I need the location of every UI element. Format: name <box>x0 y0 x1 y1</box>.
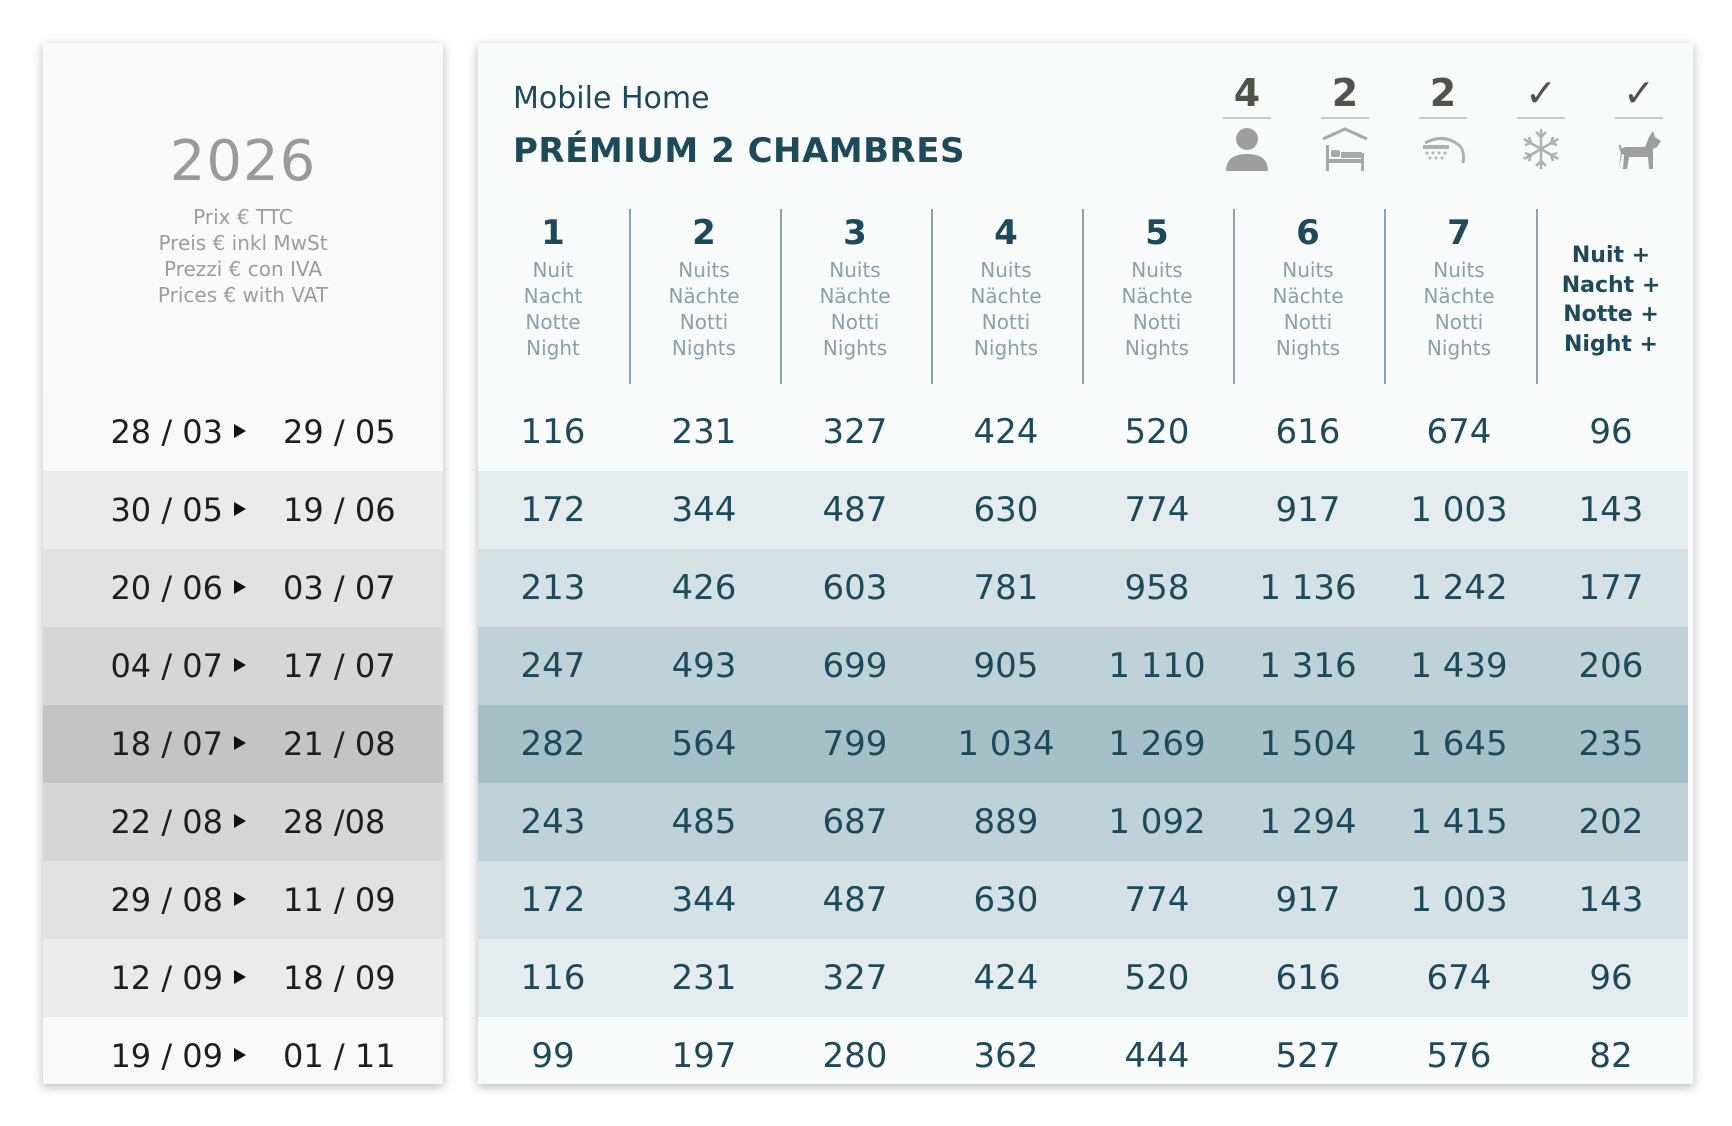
price-cell: 487 <box>822 490 888 530</box>
shower-icon <box>1419 125 1467 173</box>
category-title: Mobile Home <box>513 81 710 116</box>
price-cell: 344 <box>671 490 737 530</box>
price-cell: 799 <box>822 724 888 764</box>
price-cell: 327 <box>822 412 888 452</box>
nights-label: Nuits <box>678 258 730 282</box>
price-cell: 487 <box>822 880 888 920</box>
nights-label: Nächte <box>819 284 891 308</box>
price-cell: 1 439 <box>1410 646 1508 686</box>
amenity-value: ✓ <box>1623 71 1655 115</box>
bed-icon <box>1321 125 1369 173</box>
nights-label: Nights <box>822 336 888 360</box>
amenity-value: 2 <box>1429 71 1457 115</box>
vat-notice <box>43 204 443 308</box>
arrow-right-icon <box>234 1048 246 1062</box>
nights-label: Nacht <box>523 284 583 308</box>
price-cell: 917 <box>1275 880 1341 920</box>
period-start: 22 / 08 <box>110 803 223 841</box>
amenity-air-conditioning <box>1502 71 1580 173</box>
period-end: 17 / 07 <box>283 647 396 685</box>
price-cell: 564 <box>671 724 737 764</box>
price-row <box>478 627 1688 705</box>
nights-label: Nights <box>671 336 737 360</box>
price-cell: 781 <box>973 568 1039 608</box>
price-cell: 1 316 <box>1259 646 1357 686</box>
nights-label: Nuits <box>829 258 881 282</box>
nights-count: 6 <box>1296 213 1320 253</box>
extra-night-header <box>1536 241 1686 359</box>
price-cell: 493 <box>671 646 737 686</box>
price-cell: 1 136 <box>1259 568 1357 608</box>
column-header <box>931 213 1081 361</box>
product-title: PRÉMIUM 2 CHAMBRES <box>513 131 965 171</box>
price-row <box>478 393 1688 471</box>
period-row <box>43 939 443 1017</box>
nights-label: Nights <box>1275 336 1341 360</box>
arrow-right-icon <box>234 580 246 594</box>
price-row <box>478 705 1688 783</box>
price-cell: 82 <box>1589 1036 1633 1076</box>
nights-label: Nights <box>1124 336 1190 360</box>
price-cell: 1 645 <box>1410 724 1508 764</box>
price-row <box>478 939 1688 1017</box>
arrow-right-icon <box>234 970 246 984</box>
price-cell: 197 <box>671 1036 737 1076</box>
column-header <box>629 213 779 361</box>
period-start: 29 / 08 <box>110 881 223 919</box>
nights-count: 7 <box>1447 213 1471 253</box>
amenity-value: 4 <box>1233 71 1261 115</box>
price-cell: 1 034 <box>957 724 1055 764</box>
period-start: 19 / 09 <box>110 1037 223 1075</box>
nights-label: Nuits <box>1282 258 1334 282</box>
price-cell: 1 415 <box>1410 802 1508 842</box>
nights-count: 3 <box>843 213 867 253</box>
price-cell: 444 <box>1124 1036 1190 1076</box>
vat-line-de: Preis € inkl MwSt <box>158 231 328 255</box>
nights-label: Nuits <box>1433 258 1485 282</box>
nights-label: Nuit <box>532 258 574 282</box>
season-panel <box>43 43 443 1084</box>
period-start: 12 / 09 <box>110 959 223 997</box>
price-cell: 1 110 <box>1108 646 1206 686</box>
price-cell: 889 <box>973 802 1039 842</box>
snowflake-icon <box>1517 125 1565 173</box>
person-icon <box>1223 125 1271 173</box>
period-end: 19 / 06 <box>283 491 396 529</box>
period-end: 03 / 07 <box>283 569 396 607</box>
period-row <box>43 1017 443 1084</box>
price-cell: 1 003 <box>1410 880 1508 920</box>
period-end: 18 / 09 <box>283 959 396 997</box>
column-header <box>1082 213 1232 361</box>
column-header <box>780 213 930 361</box>
period-row <box>43 705 443 783</box>
price-cell: 485 <box>671 802 737 842</box>
period-row <box>43 861 443 939</box>
period-end: 11 / 09 <box>283 881 396 919</box>
price-cell: 520 <box>1124 412 1190 452</box>
arrow-right-icon <box>234 814 246 828</box>
nights-label: Nächte <box>668 284 740 308</box>
price-cell: 362 <box>973 1036 1039 1076</box>
price-cell: 616 <box>1275 958 1341 998</box>
price-cell: 424 <box>973 958 1039 998</box>
price-cell: 206 <box>1578 646 1644 686</box>
vat-line-en: Prices € with VAT <box>157 283 329 307</box>
price-cell: 917 <box>1275 490 1341 530</box>
price-cell: 116 <box>520 958 586 998</box>
nights-label: Notti <box>830 310 880 334</box>
nights-label: Nächte <box>970 284 1042 308</box>
price-cell: 520 <box>1124 958 1190 998</box>
price-cell: 1 269 <box>1108 724 1206 764</box>
vat-line-fr: Prix € TTC <box>193 205 293 229</box>
price-cell: 426 <box>671 568 737 608</box>
period-start: 20 / 06 <box>110 569 223 607</box>
nights-count: 1 <box>541 213 565 253</box>
column-header <box>1384 213 1534 361</box>
arrow-right-icon <box>234 424 246 438</box>
arrow-right-icon <box>234 658 246 672</box>
price-table-panel <box>478 43 1693 1084</box>
price-row <box>478 471 1688 549</box>
price-cell: 905 <box>973 646 1039 686</box>
price-row <box>478 549 1688 627</box>
price-cell: 213 <box>520 568 586 608</box>
extra-night-label: Nacht + <box>1561 272 1661 298</box>
dog-icon <box>1615 125 1663 173</box>
price-cell: 630 <box>973 880 1039 920</box>
amenity-bedrooms <box>1306 71 1384 173</box>
price-cell: 674 <box>1426 412 1492 452</box>
price-cell: 247 <box>520 646 586 686</box>
amenity-pets <box>1600 71 1678 173</box>
price-cell: 630 <box>973 490 1039 530</box>
extra-night-label: Nuit + <box>1571 243 1651 268</box>
nights-label: Nuits <box>980 258 1032 282</box>
price-cell: 177 <box>1578 568 1644 608</box>
nights-label: Nächte <box>1423 284 1495 308</box>
price-cell: 235 <box>1578 724 1644 764</box>
price-cell: 603 <box>822 568 888 608</box>
period-row <box>43 627 443 705</box>
period-start: 04 / 07 <box>110 647 223 685</box>
nights-label: Night <box>526 336 580 360</box>
period-row <box>43 471 443 549</box>
price-cell: 1 294 <box>1259 802 1357 842</box>
amenity-persons <box>1208 71 1286 173</box>
price-cell: 280 <box>822 1036 888 1076</box>
price-cell: 958 <box>1124 568 1190 608</box>
arrow-right-icon <box>234 736 246 750</box>
price-cell: 231 <box>671 412 737 452</box>
price-cell: 231 <box>671 958 737 998</box>
nights-count: 2 <box>692 213 716 253</box>
nights-label: Notti <box>1434 310 1484 334</box>
price-cell: 424 <box>973 412 1039 452</box>
amenity-bathrooms <box>1404 71 1482 173</box>
column-header <box>1233 213 1383 361</box>
price-cell: 172 <box>520 490 586 530</box>
extra-night-label: Notte + <box>1563 302 1659 327</box>
price-cell: 202 <box>1578 802 1644 842</box>
period-end: 28 /08 <box>283 803 386 841</box>
vat-line-it: Prezzi € con IVA <box>163 257 323 281</box>
price-cell: 527 <box>1275 1036 1341 1076</box>
price-cell: 616 <box>1275 412 1341 452</box>
nights-label: Nächte <box>1272 284 1344 308</box>
period-start: 30 / 05 <box>110 491 223 529</box>
price-cell: 243 <box>520 802 586 842</box>
nights-label: Notti <box>1283 310 1333 334</box>
price-cell: 1 092 <box>1108 802 1206 842</box>
nights-label: Notti <box>679 310 729 334</box>
price-cell: 96 <box>1589 958 1633 998</box>
nights-label: Nights <box>973 336 1039 360</box>
nights-label: Nächte <box>1121 284 1193 308</box>
price-row <box>478 1017 1688 1084</box>
arrow-right-icon <box>234 502 246 516</box>
price-cell: 143 <box>1578 490 1644 530</box>
nights-label: Notti <box>981 310 1031 334</box>
price-cell: 774 <box>1124 880 1190 920</box>
extra-night-label: Night + <box>1564 331 1658 357</box>
year-title: 2026 <box>169 129 317 194</box>
period-start: 18 / 07 <box>110 725 223 763</box>
amenity-value: 2 <box>1331 71 1359 115</box>
period-end: 29 / 05 <box>283 413 396 451</box>
price-row <box>478 861 1688 939</box>
nights-label: Nuits <box>1131 258 1183 282</box>
price-cell: 344 <box>671 880 737 920</box>
nights-label: Notte <box>525 310 581 334</box>
price-cell: 99 <box>531 1036 575 1076</box>
arrow-right-icon <box>234 892 246 906</box>
price-cell: 1 003 <box>1410 490 1508 530</box>
price-cell: 96 <box>1589 412 1633 452</box>
nights-count: 5 <box>1145 213 1169 253</box>
price-cell: 687 <box>822 802 888 842</box>
amenity-value: ✓ <box>1525 71 1557 115</box>
nights-count: 4 <box>994 213 1018 253</box>
period-row <box>43 393 443 471</box>
nights-label: Nights <box>1426 336 1492 360</box>
nights-label: Notti <box>1132 310 1182 334</box>
price-cell: 576 <box>1426 1036 1492 1076</box>
price-cell: 327 <box>822 958 888 998</box>
price-cell: 116 <box>520 412 586 452</box>
price-cell: 1 504 <box>1259 724 1357 764</box>
period-end: 21 / 08 <box>283 725 396 763</box>
column-header <box>478 213 628 361</box>
price-cell: 172 <box>520 880 586 920</box>
price-cell: 699 <box>822 646 888 686</box>
price-cell: 774 <box>1124 490 1190 530</box>
period-end: 01 / 11 <box>283 1037 396 1075</box>
price-cell: 143 <box>1578 880 1644 920</box>
period-start: 28 / 03 <box>110 413 223 451</box>
price-cell: 1 242 <box>1410 568 1508 608</box>
period-row <box>43 783 443 861</box>
price-cell: 282 <box>520 724 586 764</box>
price-row <box>478 783 1688 861</box>
period-row <box>43 549 443 627</box>
price-cell: 674 <box>1426 958 1492 998</box>
